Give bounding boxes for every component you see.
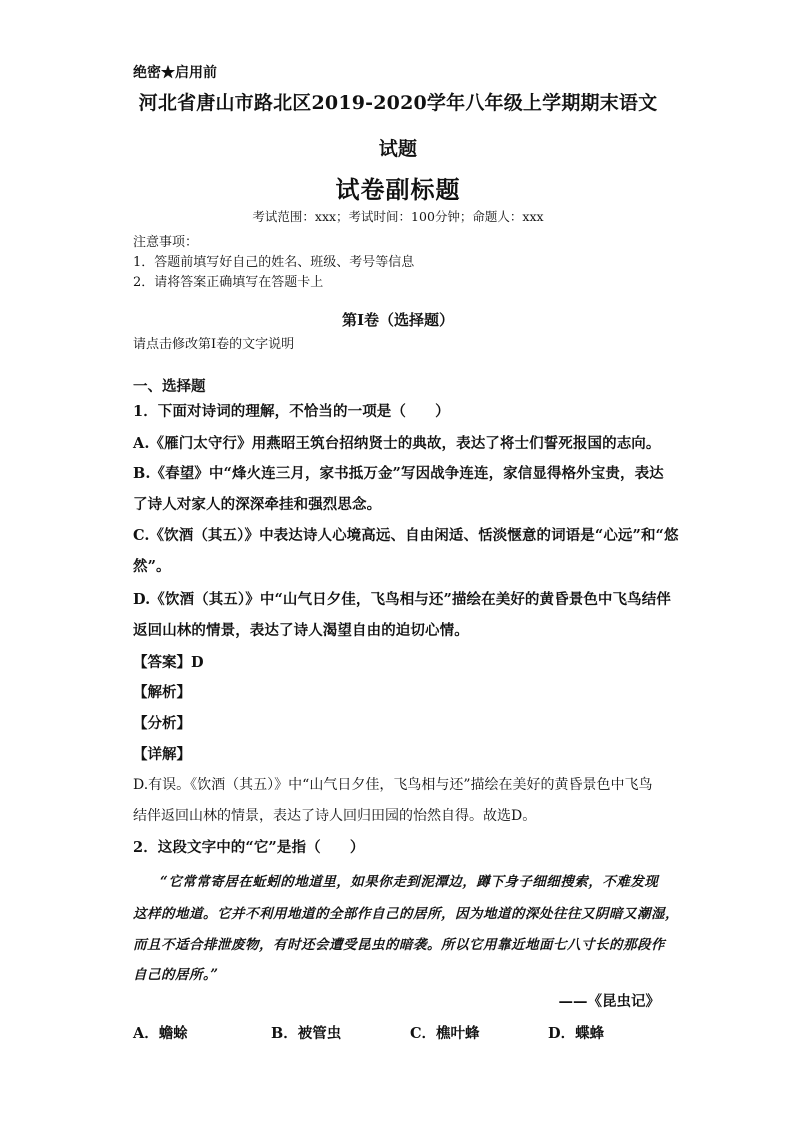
q1-option-d: D.《饮酒（其五）》中“山气日夕佳，飞鸟相与还”描绘在美好的黄昏景色中飞鸟结伴 bbox=[133, 591, 671, 608]
document-title-line2: 试题 bbox=[378, 138, 418, 160]
exam-info: 考试范围：xxx；考试时间：100分钟；命题人：xxx bbox=[252, 209, 544, 224]
q1-stem: 1．下面对诗词的理解，不恰当的一项是（ ） bbox=[133, 403, 450, 420]
q2-option-a: A．蟾蜍 bbox=[133, 1025, 188, 1042]
document-subtitle: 试卷副标题 bbox=[335, 175, 461, 204]
q2-option-c: C．樵叶蜂 bbox=[410, 1025, 480, 1042]
document-title-line1: 河北省唐山市路北区2019-2020学年八年级上学期期末语文 bbox=[138, 92, 658, 114]
q1-option-b-cont: 了诗人对家人的深深牵挂和强烈思念。 bbox=[133, 496, 382, 513]
q1-fenxi-label: 【分析】 bbox=[133, 715, 191, 732]
q2-option-d: D．蝶蜂 bbox=[548, 1025, 605, 1042]
q1-detail-line2: 结伴返回山林的情景，表达了诗人回归田园的怡然自得。故选D。 bbox=[133, 808, 537, 824]
notes-heading: 注意事项： bbox=[133, 235, 199, 250]
q1-option-c: C.《饮酒（其五）》中表达诗人心境高远、自由闲适、恬淡惬意的词语是“心远”和“悠 bbox=[133, 527, 679, 544]
q1-option-d-cont: 返回山林的情景，表达了诗人渴望自由的迫切心情。 bbox=[133, 622, 469, 639]
q1-answer: 【答案】D bbox=[133, 654, 204, 671]
q2-quote-line4: 自己的居所。” bbox=[133, 967, 219, 983]
q2-option-b: B．被管虫 bbox=[271, 1025, 342, 1042]
q2-quote-line3: 而且不适合排泄废物，有时还会遭受昆虫的暗袭。所以它用靠近地面七八寸长的那段作 bbox=[133, 937, 665, 953]
volume-description: 请点击修改第I卷的文字说明 bbox=[133, 337, 295, 352]
q2-stem: 2．这段文字中的“它”是指（ ） bbox=[133, 839, 365, 856]
q1-option-b: B.《春望》中“烽火连三月，家书抵万金”写因战争连连，家信显得格外宝贵，表达 bbox=[133, 465, 664, 482]
q1-detail-line1: D.有误。《饮酒（其五）》中“山气日夕佳，飞鸟相与还”描绘在美好的黄昏景色中飞鸟 bbox=[133, 777, 653, 793]
notes-item-1: 1．答题前填写好自己的姓名、班级、考号等信息 bbox=[133, 255, 415, 270]
q1-jiexi-label: 【解析】 bbox=[133, 684, 191, 701]
volume-title: 第I卷（选择题） bbox=[341, 311, 455, 329]
notes-item-2: 2．请将答案正确填写在答题卡上 bbox=[133, 275, 324, 290]
section-title: 一、选择题 bbox=[133, 378, 206, 395]
q1-option-c-cont: 然”。 bbox=[133, 558, 171, 575]
q2-quote-line1: “它常常寄居在蚯蚓的地道里，如果你走到泥潭边，蹲下身子细细搜索，不难发现 bbox=[160, 874, 659, 890]
q2-source: ——《昆虫记》 bbox=[558, 993, 660, 1010]
secret-label: 绝密★启用前 bbox=[133, 65, 217, 81]
q1-xiangjie-label: 【详解】 bbox=[133, 746, 191, 763]
q2-quote-line2: 这样的地道。它并不利用地道的全部作自己的居所，因为地道的深处往往又阴暗又潮湿， bbox=[133, 906, 679, 922]
q1-option-a: A.《雁门太守行》用燕昭王筑台招纳贤士的典故，表达了将士们誓死报国的志向。 bbox=[133, 435, 661, 452]
